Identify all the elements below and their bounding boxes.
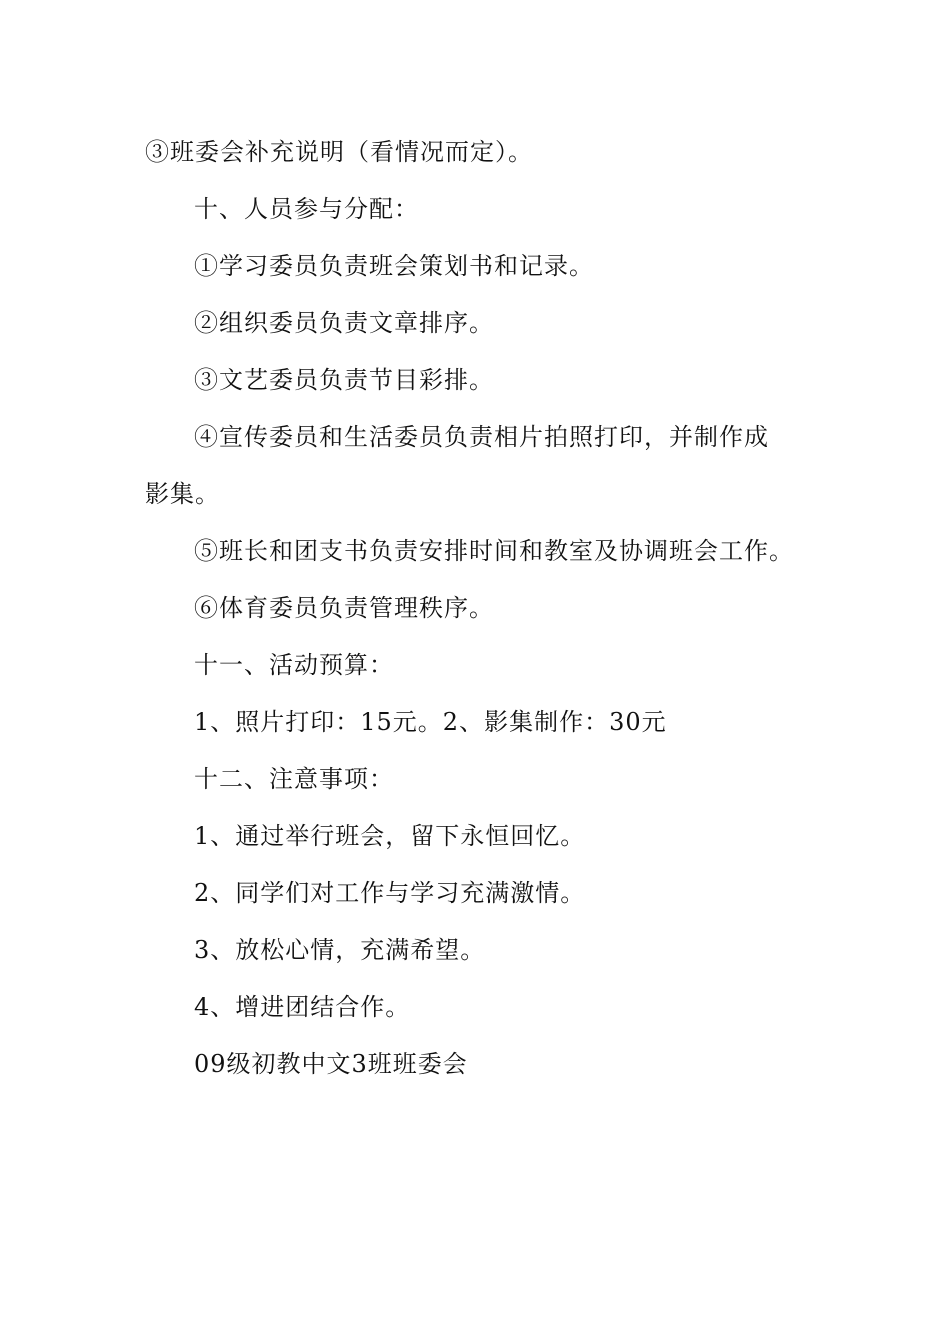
list-item-publicity-committee: ④宣传委员和生活委员负责相片拍照打印，并制作成 <box>194 423 769 451</box>
paragraph-supplement-note: ③班委会补充说明（看情况而定）。 <box>145 138 533 166</box>
list-item-organization-committee: ②组织委员负责文章排序。 <box>194 309 494 337</box>
signature-class-committee: 09级初教中文3班班委会 <box>194 1050 468 1078</box>
section-heading-notes: 十二、注意事项： <box>194 765 394 793</box>
note-item-2: 2、同学们对工作与学习充满激情。 <box>194 879 586 907</box>
note-item-4: 4、增进团结合作。 <box>194 993 411 1021</box>
budget-items: 1、照片打印：15元。2、影集制作：30元 <box>194 708 667 736</box>
section-heading-budget: 十一、活动预算： <box>194 651 394 679</box>
list-item-arts-committee: ③文艺委员负责节目彩排。 <box>194 366 494 394</box>
list-item-sports-committee: ⑥体育委员负责管理秩序。 <box>194 594 494 622</box>
list-item-monitor-and-league-secretary: ⑤班长和团支书负责安排时间和教室及协调班会工作。 <box>194 537 794 565</box>
list-item-study-committee: ①学习委员负责班会策划书和记录。 <box>194 252 594 280</box>
note-item-3: 3、放松心情，充满希望。 <box>194 936 486 964</box>
note-item-1: 1、通过举行班会，留下永恒回忆。 <box>194 822 586 850</box>
section-heading-staff-allocation: 十、人员参与分配： <box>194 195 419 223</box>
list-item-publicity-committee-continued: 影集。 <box>145 480 220 508</box>
